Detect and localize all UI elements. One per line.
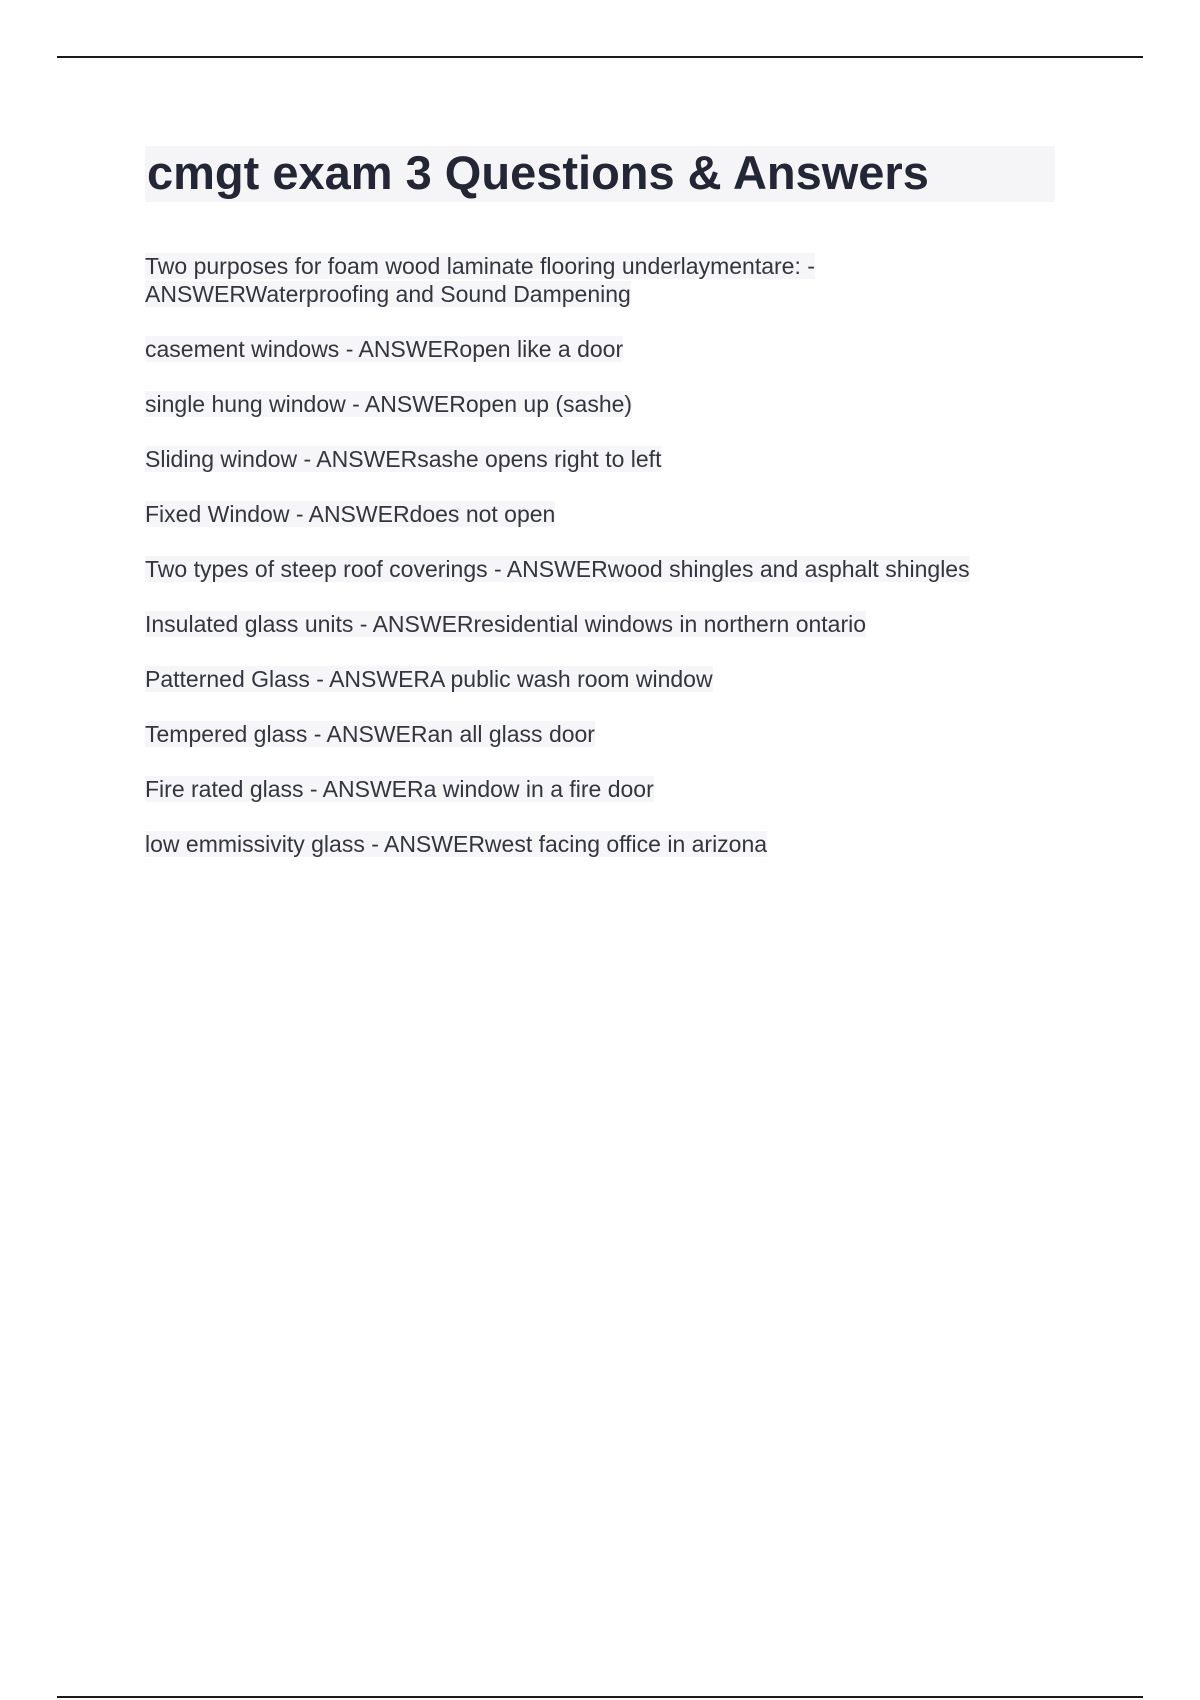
qa-text: Two purposes for foam wood laminate flooring underlaymentare: - ANSWERWaterproofing and Sound Dampening (145, 253, 815, 307)
qa-item (145, 445, 1055, 473)
qa-item (145, 555, 1055, 583)
qa-text: Two types of steep roof coverings - ANSWERwood shingles and asphalt shingles (145, 556, 970, 582)
qa-text: Sliding window - ANSWERsashe opens right to left (145, 446, 662, 472)
qa-text: low emmissivity glass - ANSWERwest facing office in arizona (145, 831, 768, 857)
document-body (145, 146, 1055, 885)
qa-text: Patterned Glass - ANSWERA public wash room window (145, 666, 713, 692)
qa-list (145, 252, 1055, 858)
qa-text: Fixed Window - ANSWERdoes not open (145, 501, 556, 527)
qa-item (145, 252, 835, 308)
qa-item (145, 775, 1055, 803)
bottom-rule (57, 1696, 1143, 1698)
qa-item (145, 720, 1055, 748)
qa-text: casement windows - ANSWERopen like a door (145, 336, 624, 362)
qa-item (145, 390, 1055, 418)
qa-text: single hung window - ANSWERopen up (sashe) (145, 391, 633, 417)
qa-text: Fire rated glass - ANSWERa window in a fire door (145, 776, 654, 802)
qa-item (145, 610, 1055, 638)
qa-text: Insulated glass units - ANSWERresidential windows in northern ontario (145, 611, 867, 637)
qa-item (145, 500, 1055, 528)
qa-text: Tempered glass - ANSWERan all glass door (145, 721, 595, 747)
qa-item (145, 830, 1055, 858)
document-title: cmgt exam 3 Questions & Answers (145, 146, 1055, 202)
qa-item (145, 665, 1055, 693)
qa-item (145, 335, 1055, 363)
top-rule (57, 56, 1143, 58)
